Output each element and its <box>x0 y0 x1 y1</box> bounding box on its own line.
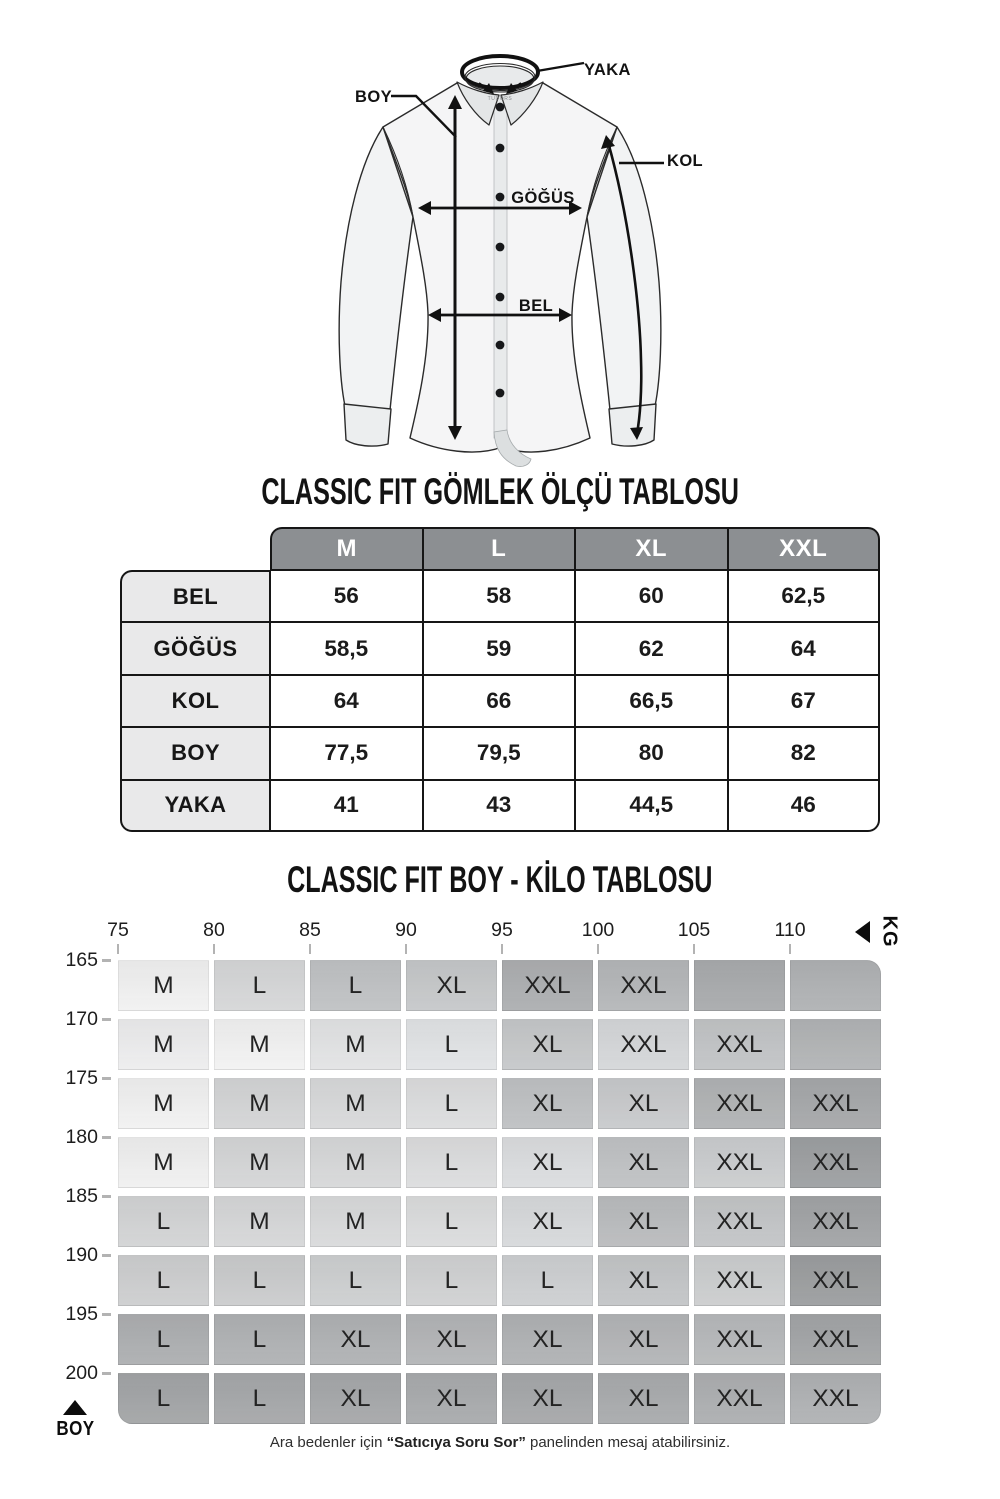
size-table-title-row <box>0 472 1000 512</box>
matrix-cell: XL <box>310 1314 401 1365</box>
matrix-cell: XXL <box>790 1255 881 1306</box>
matrix-cell: L <box>406 1196 497 1247</box>
matrix-cell: M <box>310 1019 401 1070</box>
matrix-cell: XXL <box>598 1019 689 1070</box>
matrix-cell: M <box>310 1196 401 1247</box>
table-corner-spacer <box>120 527 270 570</box>
matrix-cell: XXL <box>502 960 593 1011</box>
matrix-cell: L <box>406 1078 497 1129</box>
matrix-cell: M <box>214 1137 305 1188</box>
table-value: 64 <box>728 622 881 674</box>
table-value: 79,5 <box>423 727 576 779</box>
matrix-cell <box>790 960 881 1011</box>
matrix-cell: XXL <box>694 1019 785 1070</box>
matrix-cell: M <box>118 1137 209 1188</box>
matrix-title-row <box>0 860 1000 900</box>
matrix-cell: XL <box>502 1078 593 1129</box>
table-value: 62 <box>575 622 728 674</box>
matrix-cell: XL <box>598 1078 689 1129</box>
height-tick-label: 200 <box>65 1362 98 1384</box>
kg-tick-mark <box>117 944 119 954</box>
table-value: 46 <box>728 780 881 832</box>
height-tick-mark <box>102 1077 111 1080</box>
height-tick-mark <box>102 1018 111 1021</box>
height-tick-mark <box>102 1254 111 1257</box>
kg-tick-label: 105 <box>677 919 711 941</box>
height-tick-label: 185 <box>65 1185 98 1207</box>
height-tick-label: 180 <box>65 1126 98 1148</box>
height-tick-label: 195 <box>65 1303 98 1325</box>
matrix-cell: M <box>214 1196 305 1247</box>
matrix-cell <box>790 1019 881 1070</box>
row-label-boy: BOY <box>120 727 270 779</box>
kg-tick-label: 85 <box>299 919 321 941</box>
measure-label-kol: KOL <box>667 152 704 170</box>
matrix-cell: XXL <box>694 1078 785 1129</box>
table-value: 77,5 <box>270 727 423 779</box>
table-value: 41 <box>270 780 423 832</box>
matrix-cell: M <box>310 1078 401 1129</box>
matrix-cell: XL <box>406 960 497 1011</box>
matrix-title: CLASSIC FIT BOY - KİLO TABLOSU <box>287 859 713 900</box>
matrix-cell: XL <box>502 1019 593 1070</box>
matrix-cell: L <box>118 1196 209 1247</box>
matrix-cell: XL <box>598 1137 689 1188</box>
matrix-cell: XL <box>598 1314 689 1365</box>
kg-tick-label: 80 <box>203 919 225 941</box>
matrix-cell: M <box>310 1137 401 1188</box>
height-tick-mark <box>102 1313 111 1316</box>
size-table-title: CLASSIC FIT GÖMLEK ÖLÇÜ TABLOSU <box>261 471 739 512</box>
matrix-cell: XXL <box>694 1314 785 1365</box>
height-tick-label: 190 <box>65 1244 98 1266</box>
matrix-cell: L <box>118 1255 209 1306</box>
table-value: 58 <box>423 570 576 622</box>
matrix-cell: XL <box>502 1373 593 1424</box>
matrix-cell: XL <box>598 1196 689 1247</box>
matrix-cell: XL <box>502 1137 593 1188</box>
matrix-cell: M <box>118 1078 209 1129</box>
height-tick-mark <box>102 959 111 962</box>
matrix-cell: XXL <box>790 1373 881 1424</box>
kg-tick-mark <box>405 944 407 954</box>
matrix-cell: M <box>214 1019 305 1070</box>
matrix-cell: L <box>214 1314 305 1365</box>
table-value: 59 <box>423 622 576 674</box>
table-value: 66,5 <box>575 675 728 727</box>
matrix-cell: XL <box>502 1196 593 1247</box>
kg-tick-label: 90 <box>395 919 417 941</box>
matrix-cell: L <box>214 1373 305 1424</box>
boy-arrow-icon <box>63 1400 87 1415</box>
row-label-bel: BEL <box>120 570 270 622</box>
matrix-cell: XL <box>406 1373 497 1424</box>
matrix-cell: L <box>406 1255 497 1306</box>
kg-tick-mark <box>693 944 695 954</box>
column-header-xxl: XXL <box>728 527 881 570</box>
matrix-cell: XXL <box>790 1314 881 1365</box>
kg-tick-mark <box>789 944 791 954</box>
height-tick-mark <box>102 1136 111 1139</box>
matrix-cell: XL <box>406 1314 497 1365</box>
matrix-cell: XXL <box>694 1196 785 1247</box>
table-value: 62,5 <box>728 570 881 622</box>
matrix-cell: XL <box>598 1255 689 1306</box>
matrix-cell <box>694 960 785 1011</box>
footer-text-suffix: panelinden mesaj atabilirsiniz. <box>525 1434 731 1451</box>
measure-label-boy: BOY <box>355 88 392 106</box>
measure-label-bel: BEL <box>518 297 554 315</box>
table-value: 64 <box>270 675 423 727</box>
column-header-m: M <box>270 527 423 570</box>
matrix-cell: XXL <box>790 1196 881 1247</box>
matrix-cell: XXL <box>790 1078 881 1129</box>
matrix-cell: L <box>214 960 305 1011</box>
matrix-cell: XXL <box>790 1137 881 1188</box>
footer-text-prefix: Ara bedenler için <box>269 1434 387 1451</box>
table-value: 82 <box>728 727 881 779</box>
table-value: 67 <box>728 675 881 727</box>
shirt-diagram <box>240 30 760 480</box>
column-header-l: L <box>423 527 576 570</box>
height-tick-mark <box>102 1195 111 1198</box>
matrix-cell: M <box>118 1019 209 1070</box>
matrix-cell: L <box>406 1137 497 1188</box>
table-value: 58,5 <box>270 622 423 674</box>
table-value: 43 <box>423 780 576 832</box>
row-label-gogus: GÖĞÜS <box>120 622 270 674</box>
matrix-cell: M <box>214 1078 305 1129</box>
brand-text: TUDORS <box>487 96 513 102</box>
matrix-cell: L <box>214 1255 305 1306</box>
matrix-cell: L <box>118 1314 209 1365</box>
kg-tick-label: 75 <box>107 919 129 941</box>
matrix-cells <box>118 960 881 1424</box>
kg-tick-mark <box>213 944 215 954</box>
footer-text-bold: “Satıcıya Soru Sor” <box>386 1434 526 1451</box>
matrix-cell: XL <box>502 1314 593 1365</box>
height-tick-mark <box>102 1372 111 1375</box>
matrix-cell: L <box>118 1373 209 1424</box>
kg-tick-mark <box>597 944 599 954</box>
table-value: 60 <box>575 570 728 622</box>
yaka-leader-line <box>537 63 584 71</box>
kg-tick-mark <box>309 944 311 954</box>
matrix-cell: XXL <box>694 1373 785 1424</box>
kg-arrow-icon <box>855 921 870 943</box>
matrix-cell: XXL <box>598 960 689 1011</box>
matrix-cell: XXL <box>694 1137 785 1188</box>
table-value: 44,5 <box>575 780 728 832</box>
kg-axis-label: KG <box>878 915 901 948</box>
matrix-cell: M <box>118 960 209 1011</box>
height-tick-label: 170 <box>65 1008 98 1030</box>
table-value: 66 <box>423 675 576 727</box>
measure-label-yaka: YAKA <box>584 61 631 79</box>
table-value: 80 <box>575 727 728 779</box>
row-label-yaka: YAKA <box>120 780 270 832</box>
row-label-kol: KOL <box>120 675 270 727</box>
matrix-cell: L <box>310 960 401 1011</box>
kg-tick-label: 100 <box>581 919 615 941</box>
kg-tick-label: 95 <box>491 919 513 941</box>
matrix-cell: L <box>310 1255 401 1306</box>
kg-axis-marker <box>855 915 905 948</box>
footer-note <box>0 1434 1000 1451</box>
kg-tick-mark <box>501 944 503 954</box>
height-tick-label: 175 <box>65 1067 98 1089</box>
matrix-cell: XL <box>310 1373 401 1424</box>
matrix-cell: L <box>502 1255 593 1306</box>
measure-label-gogus: GÖĞÜS <box>511 189 575 207</box>
kg-tick-label: 110 <box>774 919 806 941</box>
height-tick-label: 165 <box>65 949 98 971</box>
matrix-cell: L <box>406 1019 497 1070</box>
size-table <box>120 527 880 832</box>
matrix-cell: XL <box>598 1373 689 1424</box>
column-header-xl: XL <box>575 527 728 570</box>
matrix-cell: XXL <box>694 1255 785 1306</box>
boy-axis-label: BOY <box>55 1418 95 1440</box>
table-value: 56 <box>270 570 423 622</box>
